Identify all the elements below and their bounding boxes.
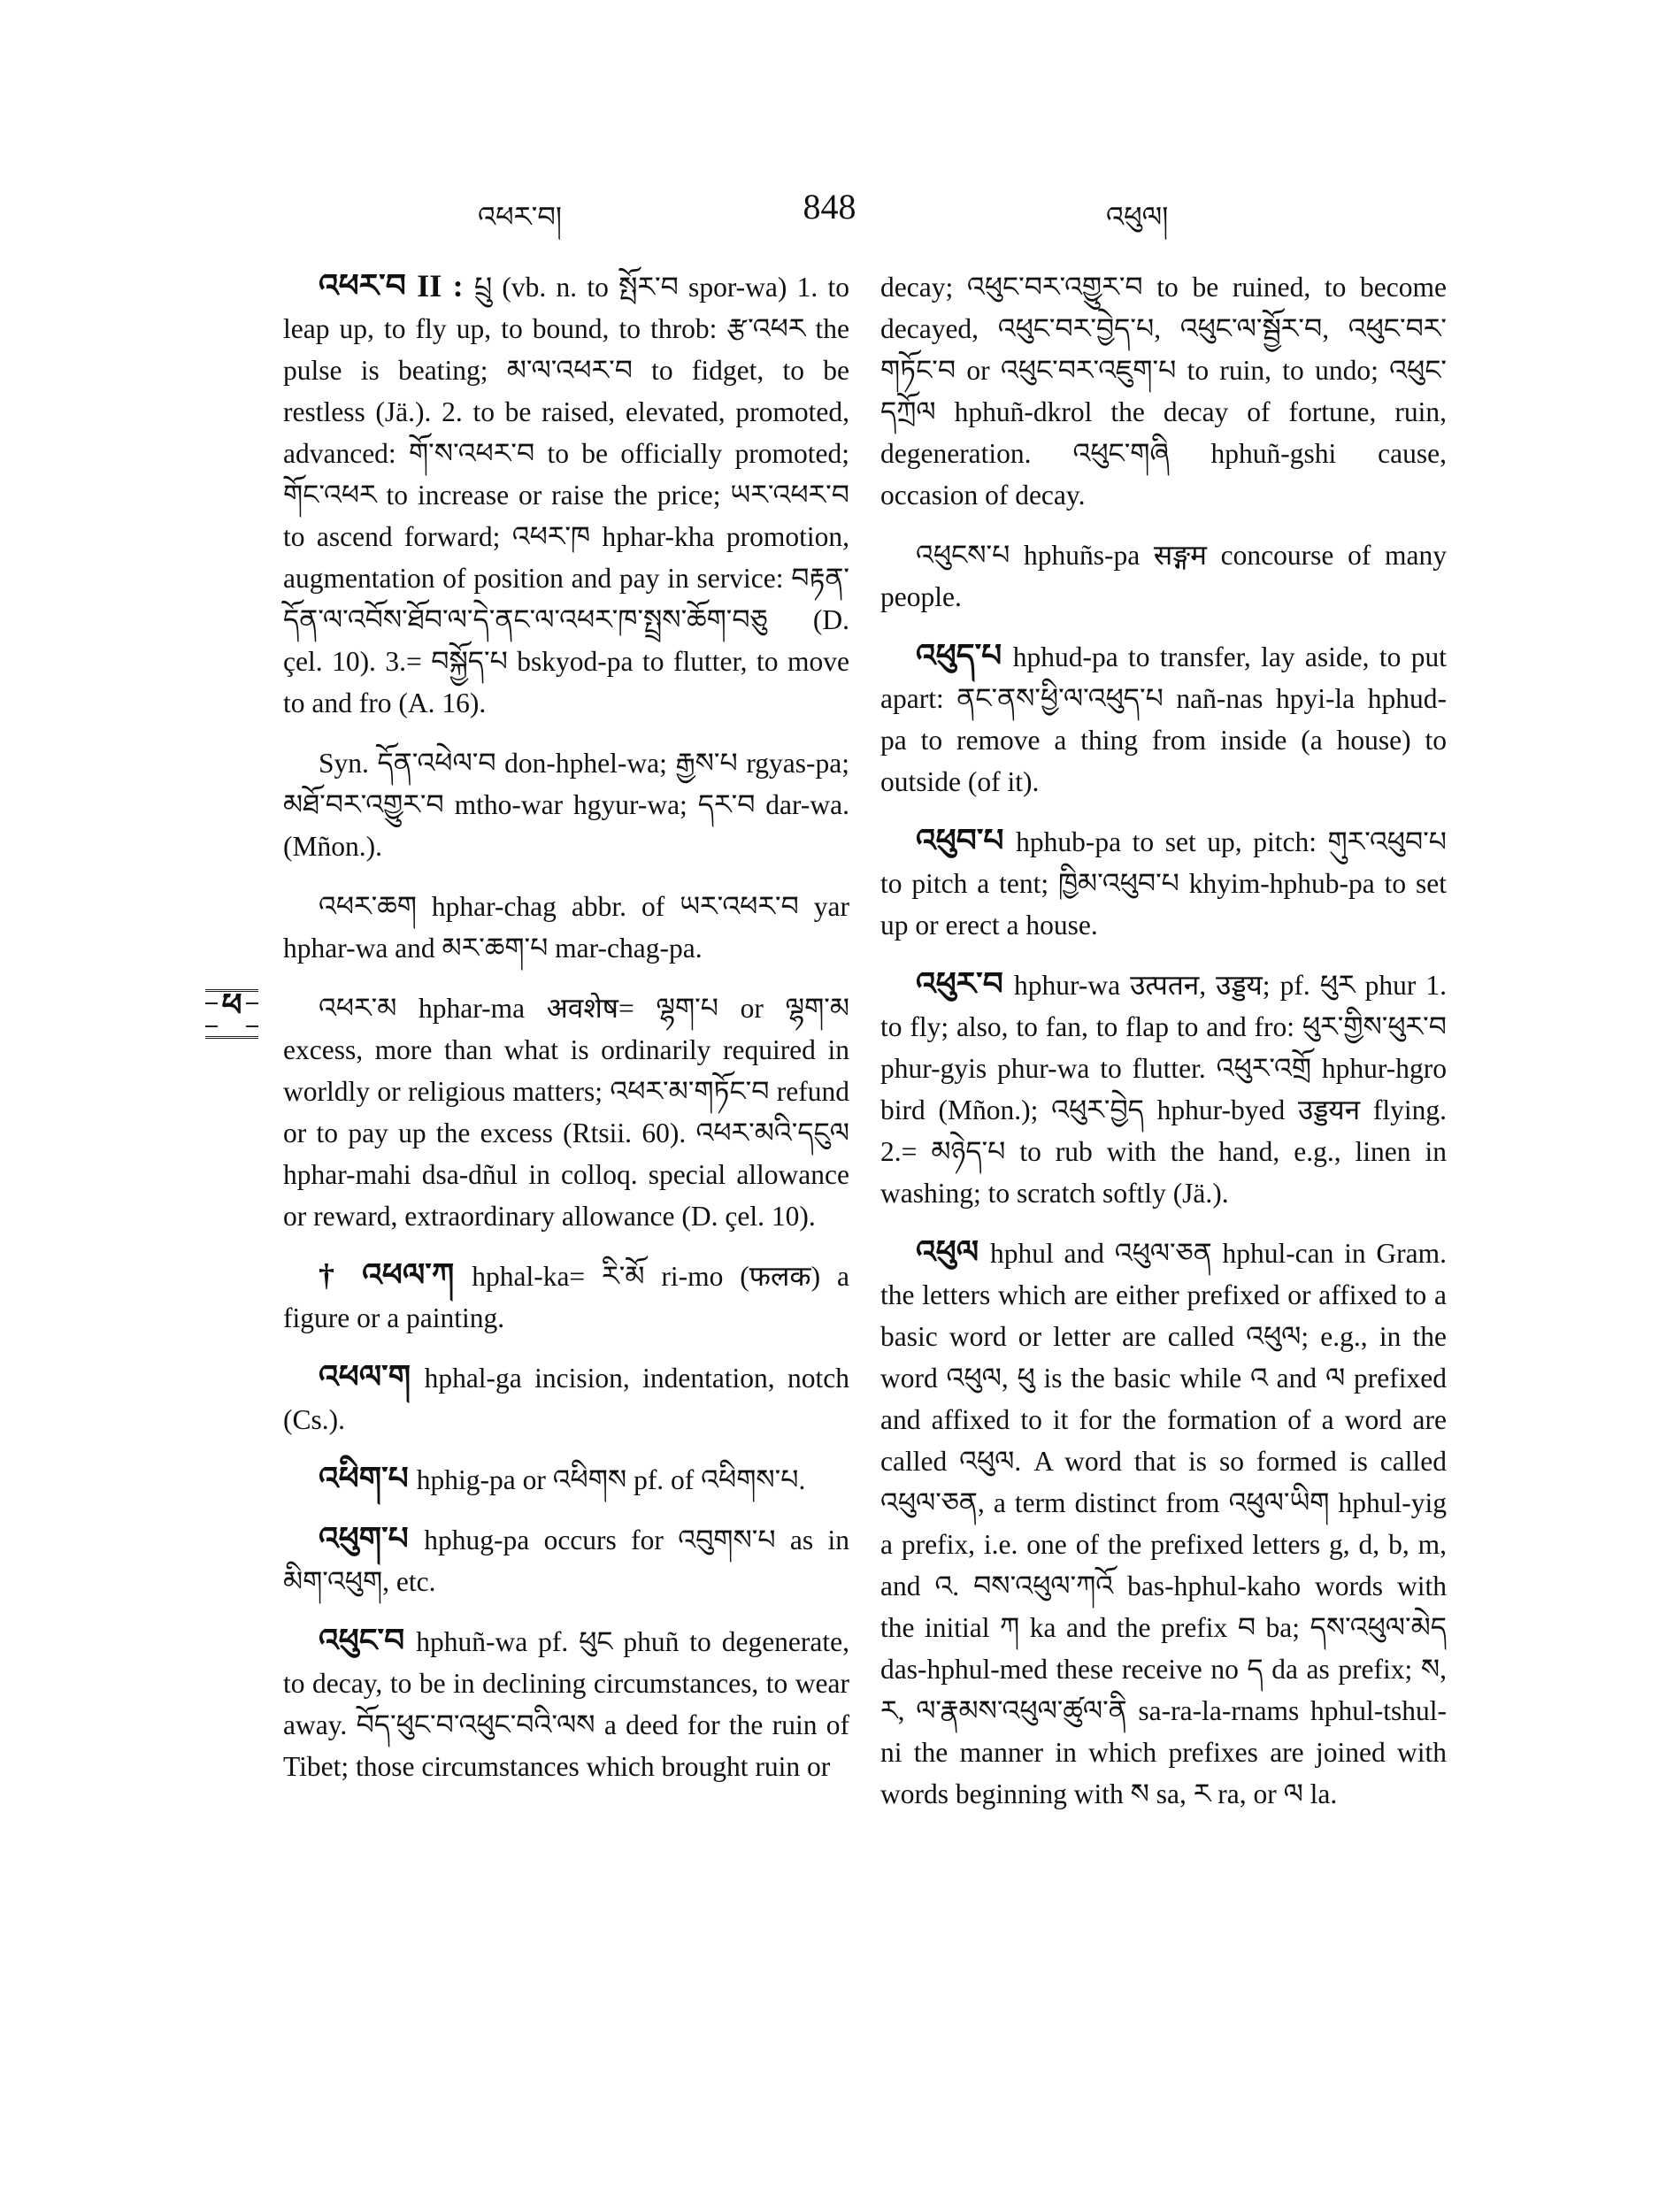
dictionary-entry (283, 741, 849, 867)
entry-body: hphug-pa occurs for འབུགས་པ as in མིག་འཕུག, etc. (283, 1525, 849, 1597)
entry-body: hphub-pa to set up, pitch: གུར་འཕུབ་པ to pitch a tent; ཁྱིམ་འཕུབ་པ khyim-hphub-pa to set up or erect a house. (880, 826, 1447, 941)
header-right-word: འཕུལ། (1106, 200, 1169, 234)
entry-body: འཕུངས་པ hphuñs-pa सङ्गम concourse of many people. (880, 540, 1447, 612)
entry-headword: འཕུག་པ (319, 1521, 425, 1556)
dictionary-entry (880, 265, 1447, 516)
entry-body: འཕར་མ hphar-ma अवशेष= ལྷག་པ or ལྷག་མ excess, more than what is ordinarily required in worldly or religious matters; འཕར་མ་གཏོང་བ refund or to pay up the excess (Rtsii. 60). འཕར་མའི་དངུལ hphar-mahi dsa-dñul in colloq. special allowance or reward, extraordinary allowance (D. çel. 10). (283, 993, 849, 1232)
left-column (283, 261, 849, 1805)
entry-body: hphuñ-wa pf. ཕུང phuñ to degenerate, to decay, to be in declining circumstances, to wear away. བོད་ཕུང་བ་འཕུང་བའི་ལས a deed for the ruin of Tibet; those circumstances which brought ruin or (283, 1626, 849, 1782)
entry-headword: འཕུར་བ (916, 966, 1014, 1002)
entry-body: hphal-ka= རི་མོ ri-mo (फलक) a figure or a painting. (283, 1261, 849, 1333)
dictionary-entry (880, 1232, 1447, 1815)
right-column (880, 261, 1447, 1832)
page-header (0, 186, 1659, 239)
entry-body: Syn. དོན་འཕེལ་བ don-hphel-wa; རྒྱས་པ rgyas-pa; མཐོ་བར་འགྱུར་བ mtho-war hgyur-wa; དར་བ dar-wa. (Mñon.). (283, 748, 849, 862)
dictionary-entry (283, 987, 849, 1237)
entry-headword: འཕལ་ག (319, 1359, 425, 1394)
entry-body: hphud-pa to transfer, lay aside, to put apart: ནང་ནས་ཕྱི་ལ་འཕུད་པ nañ-nas hpyi-la hphud-pa to remove a thing from inside (a house) to outside (of it). (880, 641, 1447, 797)
entry-headword: འཕུབ་པ (916, 823, 1017, 858)
entry-body: པྲུ (vb. n. to སྤོར་བ spor-wa) 1. to leap up, to fly up, to bound, to throb: རྩ་འཕར the pulse is beating; མ་ལ་འཕར་བ to fidget, to be restless (Jä.). 2. to be raised, elevated, promoted, advanced: གོ་ས་འཕར་བ to be officially promoted; གོང་འཕར to increase or raise the price; ཡར་འཕར་བ to ascend forward; འཕར་ཁ hphar-kha promotion, augmentation of position and pay in service: བརྟན་དོན་ལ་འབོས་ཐོབ་ལ་དེ་ནང་ལ་འཕར་ཁ་སྤྲས་ཆོག་བཅུ (D. çel. 10). 3.= བསྐྱོད་པ bskyod-pa to flutter, to move to and fro (A. 16). (283, 272, 850, 718)
entry-headword: འཕུད་པ (916, 638, 1013, 673)
dictionary-entry (880, 964, 1447, 1214)
section-marker-icon: ཕ (205, 989, 258, 1039)
entry-body: hphig-pa or འཕིགས pf. of འཕིགས་པ. (416, 1464, 806, 1495)
dictionary-entry (880, 820, 1447, 946)
dictionary-entry (283, 265, 849, 724)
entry-headword: འཕུང་བ (319, 1623, 417, 1658)
dictionary-entry (880, 534, 1447, 618)
dictionary-entry (880, 635, 1447, 803)
dictionary-entry (283, 1518, 849, 1602)
header-left-word: འཕར་བ། (478, 200, 562, 234)
entry-body: hphal-ga incision, indentation, notch (Cs.). (283, 1363, 850, 1435)
entry-body: hphur-wa उत्पतन, उड्डय; pf. ཕུར phur 1. to fly; also, to fan, to flap to and fro: ཕུར་གྱིས་ཕུར་བ phur-gyis phur-wa to flutter. འཕུར་འགྲོ hphur-hgro bird (Mñon.); འཕུར་བྱེད hphur-byed उड्डयन flying. 2.= མཉེད་པ to rub with the hand, e.g., linen in washing; to scratch softly (Jä.). (880, 970, 1447, 1209)
entry-body: decay; འཕུང་བར་འགྱུར་བ to be ruined, to become decayed, འཕུང་བར་བྱེད་པ, འཕུང་ལ་སྦྱོར་བ, འཕུང་བར་གཏོང་བ or འཕུང་བར་འཇུག་པ to ruin, to undo; འཕུང་དཀྲོལ hphuñ-dkrol the decay of fortune, ruin, degeneration. འཕུང་གཞི hphuñ-gshi cause, occasion of decay. (880, 272, 1447, 511)
entry-headword: འཕུལ (916, 1234, 991, 1270)
page-number: 848 (803, 187, 856, 227)
entry-headword: འཕིག་པ (319, 1461, 417, 1496)
dictionary-entry (283, 885, 849, 969)
entry-body: འཕར་ཆག hphar-chag abbr. of ཡར་འཕར་བ yar hphar-wa and མར་ཆག་པ mar-chag-pa. (283, 891, 849, 964)
dictionary-entry (283, 1356, 849, 1440)
dictionary-entry (283, 1255, 849, 1339)
dictionary-entry (283, 1620, 849, 1787)
entry-headword: † འཕལ་ཀ (319, 1257, 472, 1293)
entry-headword: འཕར་བ II : (319, 268, 474, 303)
dictionary-entry (283, 1458, 849, 1501)
entry-body: hphul and འཕུལ་ཅན hphul-can in Gram. the letters which are either prefixed or affixed to a basic word or letter are called འཕུལ; e.g., in the word འཕུལ, ཕུ is the basic while འ and ལ prefixed and affixed to it for the formation of a word are called འཕུལ. A word that is so formed is called འཕུལ་ཅན, a term distinct from འཕུལ་ཡིག hphul-yig a prefix, i.e. one of the prefixed letters g, d, b, m, and འ. བས་འཕུལ་ཀའོ bas-hphul-kaho words with the initial ཀ ka and the prefix བ ba; དས་འཕུལ་མེད das-hphul-med these receive no ད da as prefix; ས, ར, ལ་རྣམས་འཕུལ་ཚུལ་ནི sa-ra-la-rnams hphul-tshul-ni the manner in which prefixes are joined with words beginning with ས sa, ར ra, or ལ la. (880, 1238, 1447, 1809)
